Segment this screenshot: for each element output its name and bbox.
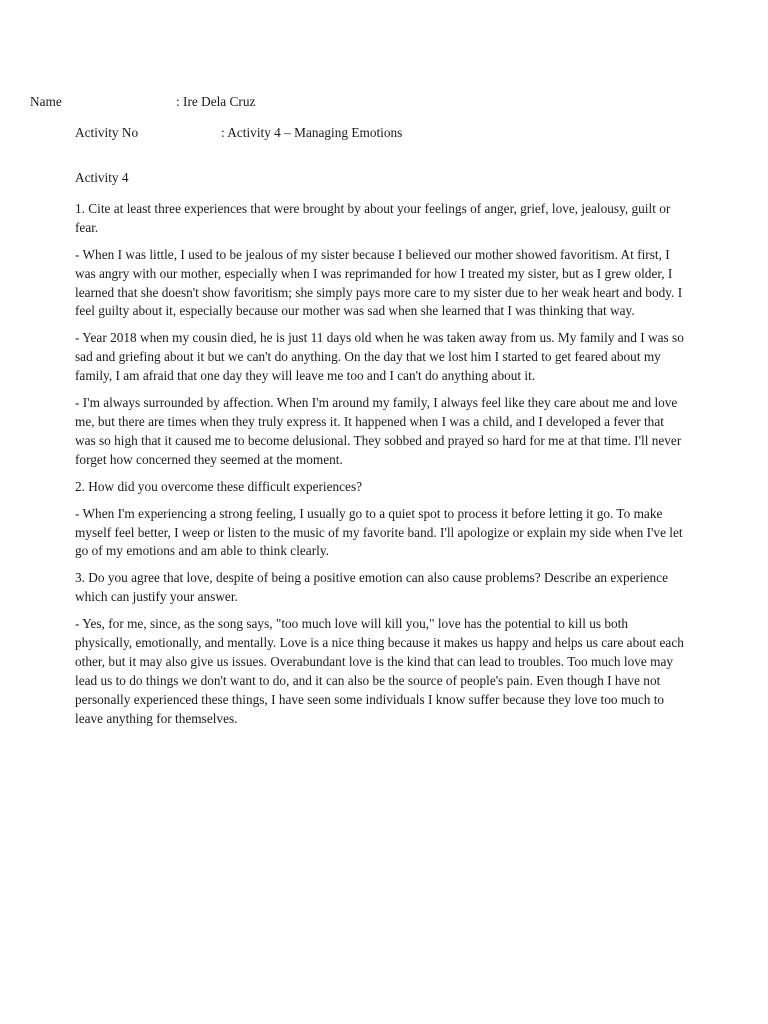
answer-2: - When I'm experiencing a strong feeling, I usually go to a quiet spot to process it before letting it go. To make myself feel better, I weep or listen to the music of my favorite band. I'll apologize or explain my side when I've let go of my emotions and am able to think clearly. xyxy=(75,505,683,559)
activity-label: Activity No xyxy=(75,125,139,140)
answer-1-paragraph-1: - When I was little, I used to be jealous of my sister because I believed our mother showed favoritism. At first, I was angry with our mother, especially when I was reprimanded for how I treated my sister, but as I grew older, I learned that she doesn't show favoritism; she simply pays more care to my sister due to her weak heart and body. I feel guilty about it, especially because our mother was sad when she learned that I was thinking that way. xyxy=(75,246,683,319)
answer-1-paragraph-3: - I'm always surrounded by affection. When I'm around my family, I always feel like they care about me and love me, but there are times when they truly express it. It happened when I was a child, and I developed a fever that was so high that it caused me to become delusional. They sobbed and prayed so hard for me at that time. I'll never forget how concerned they seemed at the moment. xyxy=(75,395,682,467)
answer-3: - Yes, for me, since, as the song says, "too much love will kill you," love has the potential to kill us both physically, emotionally, and mentally. Love is a nice thing because it makes us happy and helps us care about each other, but it may also give us issues. Overabundant love is the kind that can lead to troubles. Too much love may lead us to do things we don't want to do, and it can also be the source of people's pain. Even though I have not personally experienced these things, I have seen some individuals I know suffer because they love too much to leave anything for themselves. xyxy=(75,616,684,726)
name-value: : Ire Dela Cruz xyxy=(176,94,256,109)
question-2: 2. How did you overcome these difficult experiences? xyxy=(75,478,363,494)
activity-value: : Activity 4 – Managing Emotions xyxy=(221,125,403,140)
section-title: Activity 4 xyxy=(75,170,129,185)
document-body xyxy=(75,169,687,737)
answer-1-paragraph-2: - Year 2018 when my cousin died, he is just 11 days old when he was taken away from us. My family and I was so sad and griefing about it but we can't do anything. On the day that we lost him I started to get feared about my family, I am afraid that one day they will leave me too and I can't do anything about it. xyxy=(75,330,684,384)
activity-row xyxy=(75,125,575,141)
name-row xyxy=(30,94,430,110)
name-label: Name xyxy=(30,94,62,109)
question-3: 3. Do you agree that love, despite of being a positive emotion can also cause problems? Describe an experience which can justify your answer. xyxy=(75,570,668,605)
question-1: 1. Cite at least three experiences that were brought by about your feelings of anger, grief, love, jealousy, guilt or fear. xyxy=(75,200,671,235)
